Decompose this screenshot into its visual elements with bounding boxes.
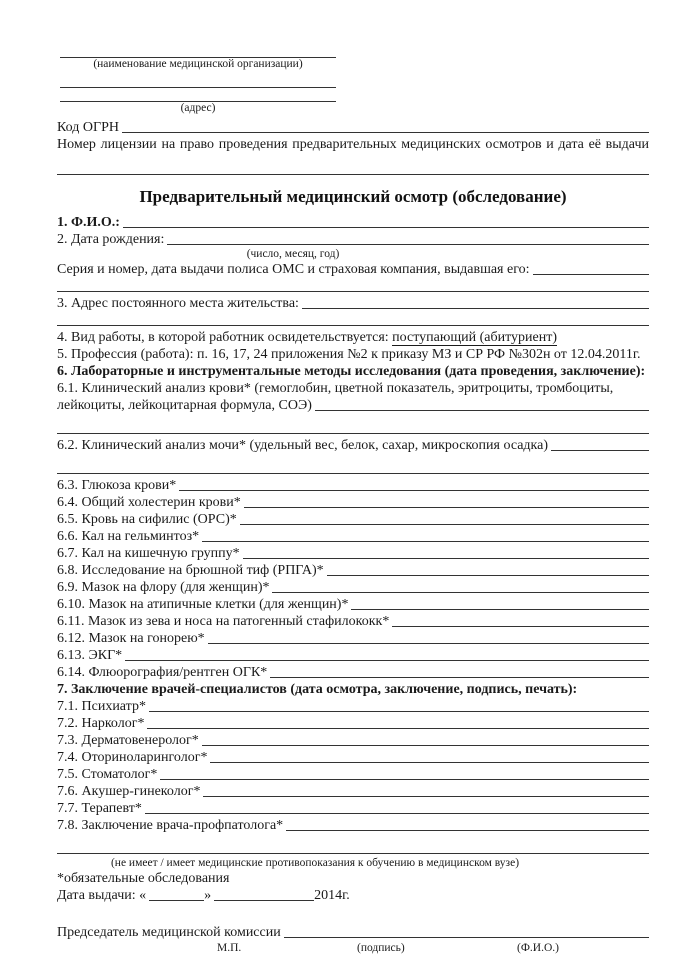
lab-test-row [57,664,649,681]
lab-item-6-1-line1: 6.1. Клинический анализ крови* (гемоглобин, цветной показатель, эритроциты, тромбоциты, [57,381,614,396]
field-label: 7.7. Терапевт* [57,801,142,816]
issue-day-fill-line[interactable] [149,887,204,901]
lab-test-row [57,613,649,630]
form-title: Предварительный медицинский осмотр (обследование) [139,187,567,206]
fill-line[interactable] [202,528,649,542]
org-address-fill-line-2[interactable] [60,88,336,102]
section6-heading: 6. Лабораторные и инструментальные методы исследования (дата проведения, заключение): [57,364,646,379]
org-block [60,45,336,115]
specialist-row [57,732,649,749]
profession-text: 5. Профессия (работа): п. 16, 17, 24 приложения №2 к приказу МЗ и СР РФ №302н от 12.04.2011г. [57,347,641,362]
birth-date-label: 2. Дата рождения: [57,232,165,247]
fill-line[interactable] [210,749,649,763]
fill-line[interactable] [125,647,649,661]
fio-fill-line[interactable] [123,214,649,228]
lab-test-row [57,647,649,664]
specialist-row [57,749,649,766]
field-label: 6.7. Кал на кишечную группу* [57,546,240,561]
field-label: 6.9. Мазок на флору (для женщин)* [57,580,270,595]
field-label: 6.8. Исследование на брюшной тиф (РПГА)* [57,563,324,578]
issue-year: 2014г. [314,888,350,903]
fill-line[interactable] [57,460,649,474]
license-text: Номер лицензии на право проведения предварительных медицинских осмотров и дата её выдачи [57,137,649,152]
fio-caption: (Ф.И.О.) [517,942,559,954]
field-label: 7.4. Оториноларинголог* [57,750,208,765]
fill-line[interactable] [315,397,649,411]
conclusion-fill-row [57,840,649,857]
fill-line[interactable] [57,420,649,434]
fill-line[interactable] [327,562,649,576]
field-label: 6.13. ЭКГ* [57,648,123,663]
oms-fill-row [57,278,649,295]
lab-item-6-1-line2-row [57,397,649,414]
issue-date-label: Дата выдачи: « [57,888,147,903]
fill-line[interactable] [243,545,649,559]
field-label: 7.8. Заключение врача-профпатолога* [57,818,284,833]
field-label: 6.3. Глюкоза крови* [57,478,177,493]
specialist-row [57,698,649,715]
address-fill-line[interactable] [302,295,649,309]
fill-line[interactable] [208,630,649,644]
field-label: 7.1. Психиатр* [57,699,146,714]
ogrn-row [57,119,649,136]
issue-month-fill-line[interactable] [214,887,314,901]
lab-test-row [57,579,649,596]
lab-item-6-1-fill-row [57,420,649,437]
fio-label: 1. Ф.И.О.: [57,215,120,230]
birth-date-caption: (число, месяц, год) [246,248,340,260]
ogrn-label: Код ОГРН [57,120,119,135]
stamp-caption: М.П. [217,942,242,954]
field-label: 6.14. Флюорография/рентген ОГК* [57,665,268,680]
field-label: 7.3. Дерматовенеролог* [57,733,199,748]
specialist-row [57,800,649,817]
fill-line[interactable] [272,579,649,593]
fill-line[interactable] [270,664,649,678]
field-label: 6.5. Кровь на сифилис (ОРС)* [57,512,237,527]
address-fill-row [57,312,649,329]
contraindications-caption: (не имеет / имеет медицинские противопоказания к обучению в медицинском вузе) [110,857,520,869]
fill-line[interactable] [351,596,649,610]
field-label: 6.6. Кал на гельминтоз* [57,529,200,544]
signature-caption: (подпись) [357,942,405,954]
oms-label: Серия и номер, дата выдачи полиса ОМС и страховая компания, выдавшая его: [57,262,530,277]
chairman-label: Председатель медицинской комиссии [57,925,281,940]
address-row [57,295,649,312]
org-name-caption: (наименование медицинской организации) [93,58,303,70]
lab-test-row [57,528,649,545]
issue-date-row [57,887,649,904]
mandatory-note: *обязательные обследования [57,871,230,886]
lab-test-row [57,477,649,494]
specialist-row [57,715,649,732]
address-fill-line-2[interactable] [57,312,649,326]
section7-heading: 7. Заключение врачей-специалистов (дата осмотра, заключение, подпись, печать): [57,682,578,697]
lab-test-row [57,545,649,562]
work-type-row [57,329,649,346]
ogrn-fill-line[interactable] [122,119,649,133]
birth-date-fill-line[interactable] [167,231,649,245]
chairman-row [57,924,649,941]
fill-line[interactable] [203,783,649,797]
fill-line[interactable] [149,698,649,712]
chairman-fill-line[interactable] [284,924,649,938]
field-label: 6.10. Мазок на атипичные клетки (для женщин)* [57,597,349,612]
oms-row [57,261,649,278]
lab-test-row [57,494,649,511]
address-label: 3. Адрес постоянного места жительства: [57,296,299,311]
lab-item-6-1-line2: лейкоциты, лейкоцитарная формула, СОЭ) [57,398,312,413]
lab-test-row [57,596,649,613]
org-address-caption: (адрес) [180,102,216,114]
birth-date-row [57,231,649,248]
lab-test-row [57,630,649,647]
fill-line[interactable] [57,840,649,854]
field-label: 6.11. Мазок из зева и носа на патогенный стафилококк* [57,614,390,629]
field-label: 7.6. Акушер-гинеколог* [57,784,201,799]
field-label: 6.4. Общий холестерин крови* [57,495,241,510]
field-label: 7.5. Стоматолог* [57,767,158,782]
license-fill-line[interactable] [57,161,649,175]
org-address-fill-line-1[interactable] [60,71,336,88]
specialist-row [57,783,649,800]
fill-line[interactable] [202,732,649,746]
fill-line[interactable] [147,715,649,729]
specialist-row [57,766,649,783]
fill-line[interactable] [145,800,649,814]
oms-fill-line-2[interactable] [57,278,649,292]
lab-test-row [57,511,649,528]
fill-line[interactable] [551,437,649,451]
field-label: 6.12. Мазок на гонорею* [57,631,205,646]
fill-line[interactable] [392,613,649,627]
fill-line[interactable] [286,817,649,831]
signature-captions-row [57,941,649,957]
license-fill-row [57,161,649,178]
fill-line[interactable] [240,511,649,525]
fill-line[interactable] [160,766,649,780]
org-name-fill-line[interactable] [60,45,336,58]
oms-fill-line[interactable] [533,261,650,275]
lab-item-6-2: 6.2. Клинический анализ мочи* (удельный вес, белок, сахар, микроскопия осадка) [57,438,549,453]
specialist-row [57,817,649,834]
lab-item-6-2-fill-row [57,460,649,477]
fio-row [57,214,649,231]
lab-item-6-2-row [57,437,649,454]
quote-close: » [204,888,212,903]
work-type-value: поступающий (абитуриент) [392,330,557,345]
lab-test-row [57,562,649,579]
work-type-label: 4. Вид работы, в которой работник освидетельствуется: [57,330,389,345]
fill-line[interactable] [244,494,649,508]
field-label: 7.2. Нарколог* [57,716,145,731]
fill-line[interactable] [179,477,649,491]
